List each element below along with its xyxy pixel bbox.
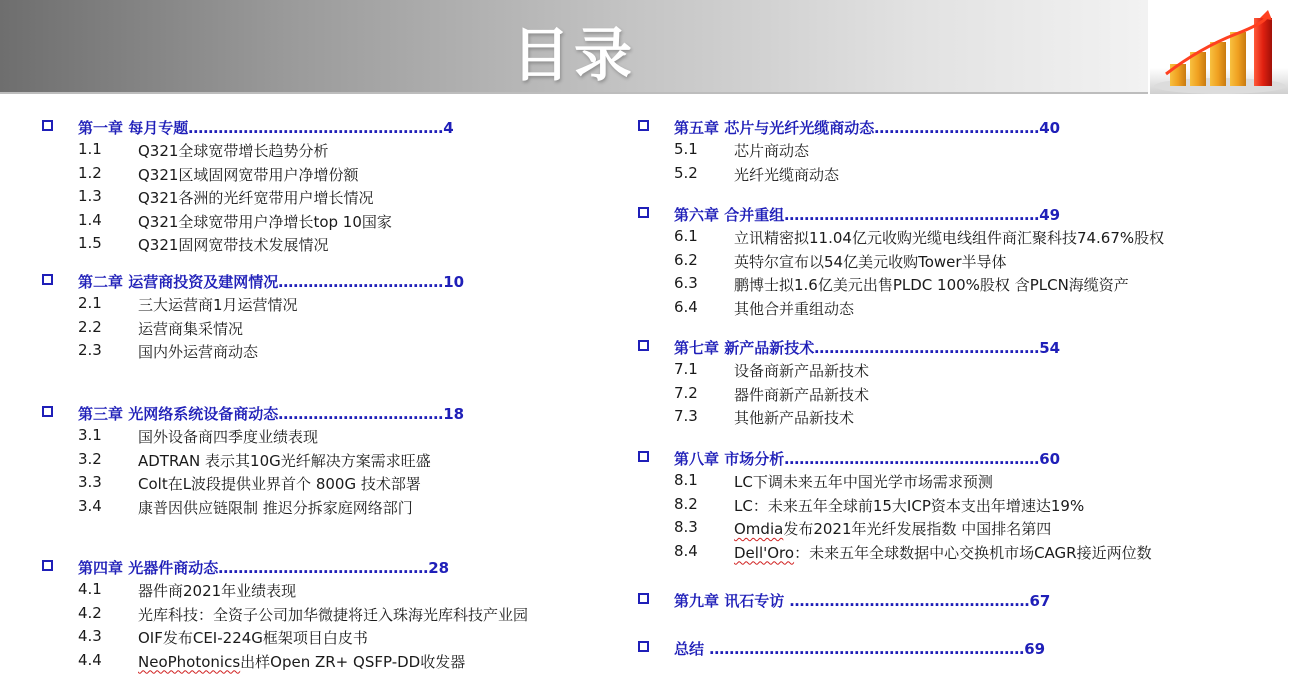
toc-item-number: 8.3	[674, 518, 698, 536]
toc-item-label: LC：未来五年全球前15大ICP资本支出年增速达19%	[734, 496, 1085, 515]
page-title: 目录	[511, 21, 636, 89]
toc-item-number: 7.2	[674, 383, 698, 402]
toc-chapter-title: 第四章 光器件商动态……………………………………28	[78, 559, 450, 577]
toc-item-number: 5.1	[674, 140, 698, 158]
square-bullet-icon	[638, 641, 649, 652]
toc-item-label: OIF发布CEI-224G框架项目白皮书	[138, 629, 368, 647]
toc-item-number: 6.1	[674, 227, 698, 245]
toc-item-label: Q321全球宽带用户净增长top 10国家	[138, 212, 392, 231]
square-bullet-icon	[638, 593, 649, 604]
toc-item-label: 器件商新产品新技术	[734, 385, 870, 404]
toc-item-number: 3.3	[78, 473, 102, 491]
square-bullet-icon	[42, 560, 53, 571]
toc-item-label: 其他新产品新技术	[734, 409, 855, 427]
toc-item-number: 7.3	[674, 407, 698, 425]
toc-item-label: 英特尔宣布以54亿美元收购Tower半导体	[734, 252, 1007, 271]
toc-item-number: 1.1	[78, 140, 102, 158]
toc-chapter-title: 第七章 新产品新技术………………………………………54	[674, 339, 1061, 357]
toc-item-label: 器件商2021年业绩表现	[138, 582, 297, 600]
toc-item-label: 设备商新产品新技术	[734, 362, 870, 380]
square-bullet-icon	[42, 406, 53, 417]
toc-item-label: 国内外运营商动态	[138, 343, 259, 361]
toc-item-label: 芯片商动态	[734, 142, 810, 160]
toc-item-label: 立讯精密拟11.04亿元收购光缆电线组件商汇聚科技74.67%股权	[734, 229, 1165, 247]
toc-item-label: 光库科技：全资子公司加华微捷将迁入珠海光库科技产业园	[138, 605, 529, 624]
toc-item-label: Colt在L波段提供业界首个 800G 技术部署	[138, 475, 421, 493]
square-bullet-icon	[638, 451, 649, 462]
toc-item-number: 4.2	[78, 603, 102, 622]
toc-item-number: 3.4	[78, 496, 102, 515]
toc-item-label: Q321各洲的光纤宽带用户增长情况	[138, 189, 374, 207]
toc-item-number: 3.2	[78, 449, 102, 468]
square-bullet-icon	[42, 120, 53, 131]
toc-item-label: 康普因供应链限制 推迟分拆家庭网络部门	[138, 498, 413, 517]
toc-item-label: 运营商集采情况	[138, 319, 244, 338]
toc-item-number: 1.5	[78, 234, 102, 252]
toc-item-number: 2.1	[78, 294, 102, 312]
toc-item-label: Q321全球宽带增长趋势分析	[138, 142, 329, 160]
toc-item-label: 光纤光缆商动态	[734, 165, 840, 184]
toc-item-label: ADTRAN 表示其10G光纤解决方案需求旺盛	[138, 451, 431, 470]
toc-item-label: 三大运营商1月运营情况	[138, 296, 298, 314]
toc-item-number: 3.1	[78, 426, 102, 444]
toc-item-label: 其他合并重组动态	[734, 299, 855, 318]
toc-item-number: 2.2	[78, 317, 102, 336]
growth-chart-logo	[1150, 8, 1288, 94]
toc-chapter-title: 第三章 光网络系统设备商动态……………………………18	[78, 405, 465, 423]
toc-chapter-title: 第九章 讯石专访 …………………………………………67	[674, 592, 1051, 610]
header-banner	[0, 0, 1148, 94]
toc-item-number: 8.4	[674, 541, 698, 560]
toc-chapter-title: 第一章 每月专题……………………………………………4	[78, 119, 454, 137]
toc-item-number: 8.2	[674, 494, 698, 513]
toc-item-number: 7.1	[674, 360, 698, 378]
toc-item-number: 1.3	[78, 187, 102, 205]
toc-item-label: Q321区域固网宽带用户净增份额	[138, 165, 359, 184]
toc-item-label: Dell'Oro：未来五年全球数据中心交换机市场CAGR接近两位数	[734, 543, 1152, 562]
toc-item-label: 国外设备商四季度业绩表现	[138, 428, 319, 446]
toc-item-number: 4.3	[78, 627, 102, 645]
toc-chapter-title: 总结 ………………………………………………………69	[674, 640, 1046, 658]
toc-item-number: 8.1	[674, 471, 698, 489]
square-bullet-icon	[42, 274, 53, 285]
toc-item-number: 1.2	[78, 163, 102, 182]
toc-item-number: 6.4	[674, 297, 698, 316]
toc-item-label: LC下调未来五年中国光学市场需求预测	[734, 473, 993, 491]
square-bullet-icon	[638, 120, 649, 131]
toc-item-number: 2.3	[78, 341, 102, 359]
toc-chapter-title: 第二章 运营商投资及建网情况……………………………10	[78, 273, 465, 291]
toc-item-label: NeoPhotonics出样Open ZR+ QSFP-DD收发器	[138, 652, 466, 671]
toc-item-label: Omdia发布2021年光纤发展指数 中国排名第四	[734, 520, 1052, 538]
toc-item-number: 6.2	[674, 250, 698, 269]
square-bullet-icon	[638, 207, 649, 218]
toc-chapter-title: 第五章 芯片与光纤光缆商动态……………………………40	[674, 119, 1061, 137]
toc-chapter-title: 第八章 市场分析……………………………………………60	[674, 450, 1061, 468]
toc-item-label: Q321固网宽带技术发展情况	[138, 236, 329, 254]
toc-item-number: 1.4	[78, 210, 102, 229]
toc-item-number: 5.2	[674, 163, 698, 182]
toc-item-number: 6.3	[674, 274, 698, 292]
square-bullet-icon	[638, 340, 649, 351]
toc-chapter-title: 第六章 合并重组……………………………………………49	[674, 206, 1061, 224]
toc-item-number: 4.4	[78, 650, 102, 669]
toc-item-number: 4.1	[78, 580, 102, 598]
toc-item-label: 鹏博士拟1.6亿美元出售PLDC 100%股权 含PLCN海缆资产	[734, 276, 1129, 294]
